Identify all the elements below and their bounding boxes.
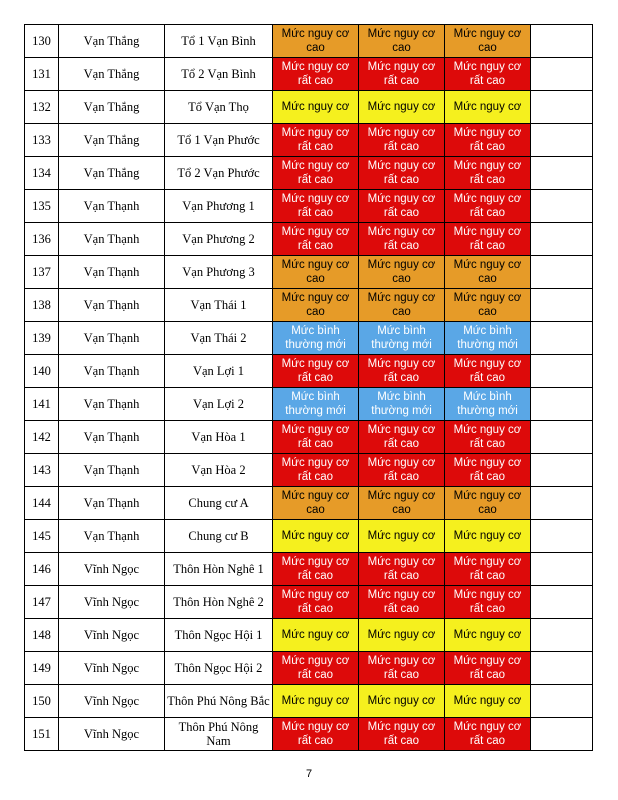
commune-name: Vạn Thạnh <box>59 256 165 289</box>
risk-level-cell: Mức nguy cơ rất cao <box>359 553 445 586</box>
table-row <box>25 25 593 58</box>
table-row <box>25 718 593 751</box>
table-row <box>25 553 593 586</box>
risk-level-cell: Mức nguy cơ rất cao <box>445 586 531 619</box>
risk-level-cell: Mức nguy cơ rất cao <box>273 157 359 190</box>
table-row <box>25 652 593 685</box>
table-row <box>25 454 593 487</box>
commune-name: Vạn Thắng <box>59 25 165 58</box>
commune-name: Vạn Thắng <box>59 157 165 190</box>
row-number: 131 <box>25 58 59 91</box>
risk-level-cell: Mức nguy cơ rất cao <box>445 652 531 685</box>
risk-level-cell: Mức nguy cơ rất cao <box>445 190 531 223</box>
risk-level-cell: Mức nguy cơ <box>359 685 445 718</box>
note-cell <box>531 454 593 487</box>
risk-level-cell: Mức nguy cơ rất cao <box>445 58 531 91</box>
commune-name: Vạn Thạnh <box>59 355 165 388</box>
row-number: 144 <box>25 487 59 520</box>
row-number: 130 <box>25 25 59 58</box>
risk-level-cell: Mức nguy cơ rất cao <box>359 454 445 487</box>
commune-name: Vạn Thạnh <box>59 190 165 223</box>
table-row <box>25 586 593 619</box>
table-row <box>25 58 593 91</box>
note-cell <box>531 553 593 586</box>
risk-level-cell: Mức nguy cơ rất cao <box>273 652 359 685</box>
row-number: 137 <box>25 256 59 289</box>
row-number: 132 <box>25 91 59 124</box>
commune-name: Vạn Thạnh <box>59 487 165 520</box>
row-number: 149 <box>25 652 59 685</box>
row-number: 141 <box>25 388 59 421</box>
row-number: 145 <box>25 520 59 553</box>
row-number: 143 <box>25 454 59 487</box>
row-number: 150 <box>25 685 59 718</box>
row-number: 135 <box>25 190 59 223</box>
table-row <box>25 487 593 520</box>
risk-level-cell: Mức nguy cơ rất cao <box>273 454 359 487</box>
area-name: Tổ 1 Vạn Phước <box>165 124 273 157</box>
area-name: Thôn Ngọc Hội 1 <box>165 619 273 652</box>
row-number: 147 <box>25 586 59 619</box>
commune-name: Vạn Thắng <box>59 58 165 91</box>
risk-level-cell: Mức nguy cơ <box>445 520 531 553</box>
risk-level-cell: Mức nguy cơ rất cao <box>273 421 359 454</box>
note-cell <box>531 157 593 190</box>
table-row <box>25 124 593 157</box>
table-row <box>25 157 593 190</box>
risk-level-cell: Mức bình thường mới <box>359 388 445 421</box>
area-name: Vạn Hòa 2 <box>165 454 273 487</box>
risk-level-cell: Mức nguy cơ <box>359 619 445 652</box>
risk-level-cell: Mức nguy cơ cao <box>273 25 359 58</box>
table-row <box>25 685 593 718</box>
risk-level-cell: Mức bình thường mới <box>445 322 531 355</box>
commune-name: Vạn Thạnh <box>59 322 165 355</box>
area-name: Tổ 1 Vạn Bình <box>165 25 273 58</box>
risk-level-cell: Mức nguy cơ <box>273 619 359 652</box>
note-cell <box>531 388 593 421</box>
risk-level-cell: Mức nguy cơ rất cao <box>273 553 359 586</box>
area-name: Tổ 2 Vạn Bình <box>165 58 273 91</box>
note-cell <box>531 256 593 289</box>
commune-name: Vạn Thạnh <box>59 289 165 322</box>
risk-level-cell: Mức nguy cơ rất cao <box>359 157 445 190</box>
row-number: 134 <box>25 157 59 190</box>
risk-level-cell: Mức nguy cơ rất cao <box>273 58 359 91</box>
row-number: 148 <box>25 619 59 652</box>
risk-level-cell: Mức bình thường mới <box>273 388 359 421</box>
commune-name: Vĩnh Ngọc <box>59 586 165 619</box>
area-name: Thôn Hòn Nghê 1 <box>165 553 273 586</box>
risk-level-cell: Mức nguy cơ rất cao <box>445 124 531 157</box>
area-name: Vạn Phương 2 <box>165 223 273 256</box>
risk-level-cell: Mức nguy cơ rất cao <box>359 124 445 157</box>
risk-level-cell: Mức nguy cơ rất cao <box>445 157 531 190</box>
commune-name: Vạn Thạnh <box>59 454 165 487</box>
risk-level-cell: Mức nguy cơ <box>359 520 445 553</box>
commune-name: Vạn Thắng <box>59 91 165 124</box>
risk-level-cell: Mức nguy cơ cao <box>359 25 445 58</box>
table-row <box>25 619 593 652</box>
area-name: Chung cư A <box>165 487 273 520</box>
risk-level-cell: Mức nguy cơ cao <box>359 256 445 289</box>
area-name: Thôn Ngọc Hội 2 <box>165 652 273 685</box>
note-cell <box>531 586 593 619</box>
risk-level-cell: Mức nguy cơ rất cao <box>445 223 531 256</box>
risk-level-cell: Mức nguy cơ rất cao <box>445 553 531 586</box>
table-row <box>25 190 593 223</box>
area-name: Vạn Thái 2 <box>165 322 273 355</box>
row-number: 136 <box>25 223 59 256</box>
risk-level-cell: Mức bình thường mới <box>359 322 445 355</box>
risk-level-cell: Mức nguy cơ <box>273 91 359 124</box>
risk-level-cell: Mức nguy cơ rất cao <box>359 718 445 751</box>
note-cell <box>531 91 593 124</box>
note-cell <box>531 124 593 157</box>
area-name: Tổ Vạn Thọ <box>165 91 273 124</box>
risk-level-cell: Mức nguy cơ cao <box>273 487 359 520</box>
risk-level-cell: Mức nguy cơ rất cao <box>359 355 445 388</box>
table-row <box>25 520 593 553</box>
note-cell <box>531 355 593 388</box>
risk-level-cell: Mức nguy cơ rất cao <box>359 652 445 685</box>
risk-level-cell: Mức nguy cơ cao <box>445 289 531 322</box>
risk-level-cell: Mức nguy cơ rất cao <box>445 454 531 487</box>
area-name: Thôn Hòn Nghê 2 <box>165 586 273 619</box>
area-name: Vạn Phương 3 <box>165 256 273 289</box>
risk-level-cell: Mức nguy cơ cao <box>445 25 531 58</box>
risk-level-cell: Mức nguy cơ cao <box>445 487 531 520</box>
risk-level-cell: Mức nguy cơ <box>445 685 531 718</box>
risk-level-table <box>24 24 593 751</box>
risk-level-cell: Mức nguy cơ rất cao <box>273 355 359 388</box>
note-cell <box>531 685 593 718</box>
commune-name: Vĩnh Ngọc <box>59 652 165 685</box>
risk-level-cell: Mức nguy cơ cao <box>273 256 359 289</box>
note-cell <box>531 718 593 751</box>
risk-level-cell: Mức bình thường mới <box>445 388 531 421</box>
table-row <box>25 355 593 388</box>
area-name: Tổ 2 Vạn Phước <box>165 157 273 190</box>
note-cell <box>531 223 593 256</box>
risk-level-cell: Mức nguy cơ rất cao <box>273 586 359 619</box>
area-name: Chung cư B <box>165 520 273 553</box>
note-cell <box>531 25 593 58</box>
risk-level-cell: Mức nguy cơ <box>359 91 445 124</box>
commune-name: Vạn Thạnh <box>59 388 165 421</box>
note-cell <box>531 619 593 652</box>
risk-level-cell: Mức nguy cơ rất cao <box>359 190 445 223</box>
risk-level-cell: Mức nguy cơ rất cao <box>359 58 445 91</box>
area-name: Vạn Lợi 1 <box>165 355 273 388</box>
risk-level-cell: Mức nguy cơ rất cao <box>445 718 531 751</box>
note-cell <box>531 289 593 322</box>
page-number: 7 <box>305 768 313 780</box>
row-number: 133 <box>25 124 59 157</box>
note-cell <box>531 58 593 91</box>
risk-level-cell: Mức nguy cơ rất cao <box>273 124 359 157</box>
note-cell <box>531 421 593 454</box>
area-name: Thôn Phú Nông Nam <box>165 718 273 751</box>
commune-name: Vĩnh Ngọc <box>59 718 165 751</box>
row-number: 140 <box>25 355 59 388</box>
note-cell <box>531 520 593 553</box>
row-number: 142 <box>25 421 59 454</box>
table-row <box>25 256 593 289</box>
table-body <box>25 25 593 751</box>
commune-name: Vĩnh Ngọc <box>59 685 165 718</box>
risk-level-cell: Mức nguy cơ rất cao <box>273 190 359 223</box>
row-number: 146 <box>25 553 59 586</box>
risk-level-cell: Mức nguy cơ <box>445 619 531 652</box>
risk-level-cell: Mức nguy cơ rất cao <box>445 421 531 454</box>
risk-level-cell: Mức nguy cơ cao <box>359 487 445 520</box>
area-name: Vạn Phương 1 <box>165 190 273 223</box>
risk-level-cell: Mức nguy cơ <box>273 685 359 718</box>
risk-level-cell: Mức nguy cơ rất cao <box>359 586 445 619</box>
commune-name: Vạn Thạnh <box>59 421 165 454</box>
row-number: 139 <box>25 322 59 355</box>
risk-level-cell: Mức nguy cơ rất cao <box>359 421 445 454</box>
row-number: 151 <box>25 718 59 751</box>
risk-level-cell: Mức nguy cơ cao <box>445 256 531 289</box>
table-row <box>25 91 593 124</box>
commune-name: Vạn Thạnh <box>59 223 165 256</box>
row-number: 138 <box>25 289 59 322</box>
table-row <box>25 421 593 454</box>
risk-level-cell: Mức bình thường mới <box>273 322 359 355</box>
risk-level-cell: Mức nguy cơ rất cao <box>273 718 359 751</box>
risk-level-cell: Mức nguy cơ rất cao <box>273 223 359 256</box>
risk-level-cell: Mức nguy cơ <box>273 520 359 553</box>
risk-level-cell: Mức nguy cơ <box>445 91 531 124</box>
area-name: Vạn Lợi 2 <box>165 388 273 421</box>
commune-name: Vĩnh Ngọc <box>59 553 165 586</box>
risk-level-cell: Mức nguy cơ cao <box>359 289 445 322</box>
commune-name: Vạn Thạnh <box>59 520 165 553</box>
note-cell <box>531 322 593 355</box>
commune-name: Vĩnh Ngọc <box>59 619 165 652</box>
risk-level-cell: Mức nguy cơ cao <box>273 289 359 322</box>
commune-name: Vạn Thắng <box>59 124 165 157</box>
area-name: Vạn Thái 1 <box>165 289 273 322</box>
table-row <box>25 289 593 322</box>
table-row <box>25 322 593 355</box>
area-name: Thôn Phú Nông Bắc <box>165 685 273 718</box>
note-cell <box>531 190 593 223</box>
table-row <box>25 388 593 421</box>
table-row <box>25 223 593 256</box>
note-cell <box>531 652 593 685</box>
risk-level-cell: Mức nguy cơ rất cao <box>359 223 445 256</box>
note-cell <box>531 487 593 520</box>
risk-level-cell: Mức nguy cơ rất cao <box>445 355 531 388</box>
area-name: Vạn Hòa 1 <box>165 421 273 454</box>
